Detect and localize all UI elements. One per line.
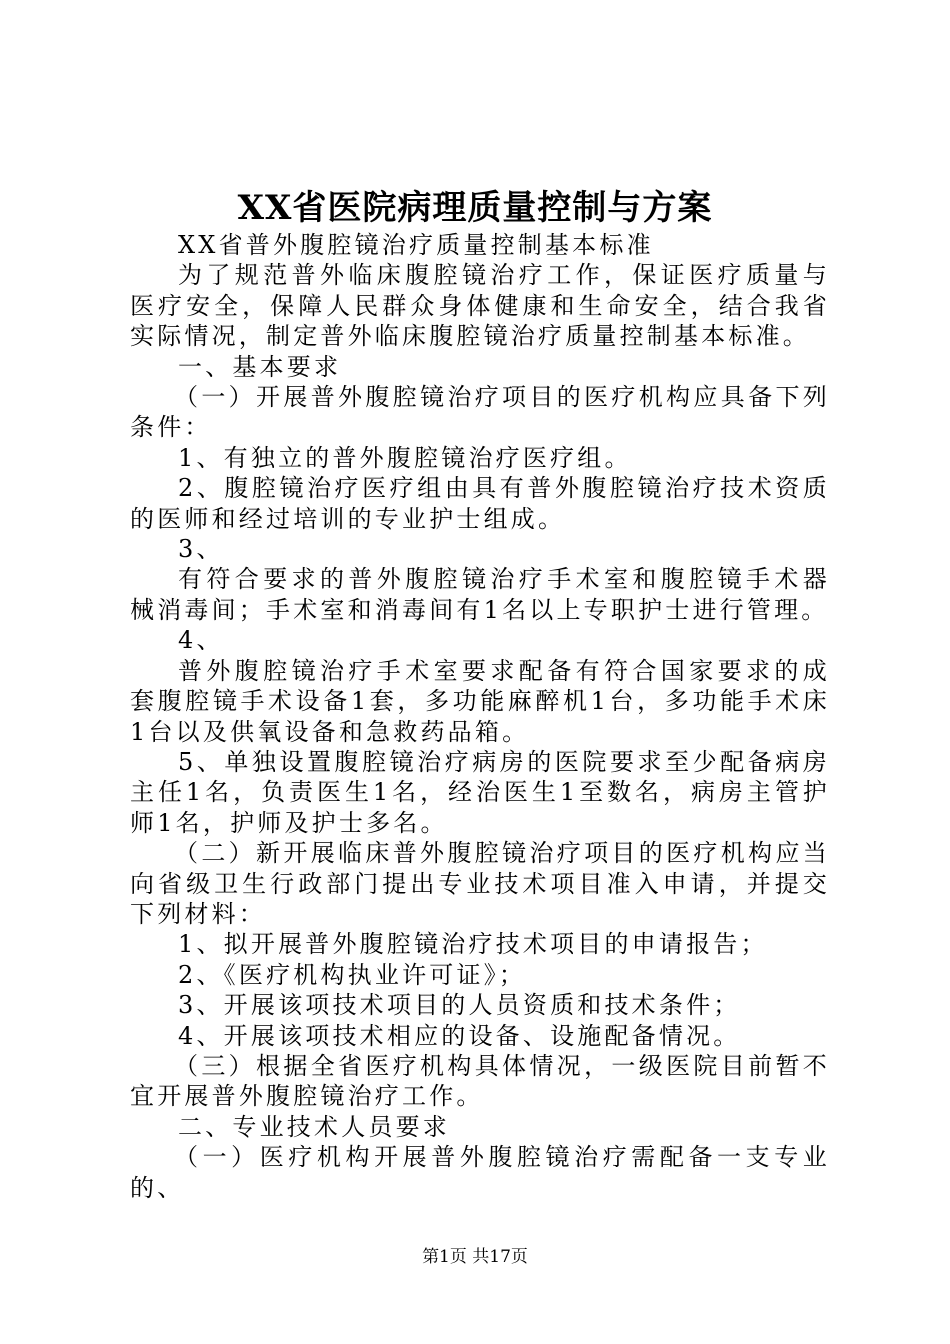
list-item-3-number: 3、 — [178, 535, 224, 564]
subtitle-paragraph: XX省普外腹腔镜治疗质量控制基本标准 — [178, 231, 654, 259]
subsection-1-3: （三）根据全省医疗机构具体情况，一级医院目前暂不宜开展普外腹腔镜治疗工作。 — [130, 1051, 830, 1111]
document-title: XX省医院病理质量控制与方案 — [237, 188, 713, 228]
list-item-3-text: 有符合要求的普外腹腔镜治疗手术室和腹腔镜手术器械消毒间；手术室和消毒间有1名以上专职护士进行管理。 — [130, 565, 830, 624]
section-heading-1: 一、基本要求 — [178, 352, 342, 381]
document-body — [130, 230, 830, 1203]
list-item-5: 5、单独设置腹腔镜治疗病房的医院要求至少配备病房主任1名，负责医生1名，经治医生1至数名，病房主管护师1名，护师及护士多名。 — [130, 747, 830, 837]
material-item-4: 4、开展该项技术相应的设备、设施配备情况。 — [178, 1021, 741, 1050]
section-heading-2: 二、专业技术人员要求 — [178, 1112, 450, 1141]
list-item-1: 1、有独立的普外腹腔镜治疗医疗组。 — [178, 443, 632, 472]
material-item-3: 3、开展该项技术项目的人员资质和技术条件； — [178, 991, 741, 1020]
material-item-2: 2、《医疗机构执业许可证》； — [178, 960, 527, 989]
subsection-1-2: （二）新开展临床普外腹腔镜治疗项目的医疗机构应当向省级卫生行政部门提出专业技术项目准入申请，并提交下列材料： — [130, 839, 830, 928]
list-item-2: 2、腹腔镜治疗医疗组由具有普外腹腔镜治疗技术资质的医师和经过培训的专业护士组成。 — [130, 474, 830, 533]
intro-paragraph: 为了规范普外临床腹腔镜治疗工作，保证医疗质量与医疗安全，保障人民群众身体健康和生命安全，结合我省实际情况，制定普外临床腹腔镜治疗质量控制基本标准。 — [130, 261, 830, 351]
list-item-4-text: 普外腹腔镜治疗手术室要求配备有符合国家要求的成套腹腔镜手术设备1套，多功能麻醉机1台，多功能手术床1台以及供氧设备和急救药品箱。 — [130, 656, 830, 746]
page-footer: 第1页 共17页 — [422, 1247, 528, 1267]
list-item-4-number: 4、 — [178, 626, 224, 655]
subsection-1-1: （一）开展普外腹腔镜治疗项目的医疗机构应具备下列条件： — [130, 383, 830, 442]
material-item-1: 1、拟开展普外腹腔镜治疗技术项目的申请报告； — [178, 930, 768, 959]
subsection-2-1: （一）医疗机构开展普外腹腔镜治疗需配备一支专业的、 — [130, 1143, 830, 1202]
